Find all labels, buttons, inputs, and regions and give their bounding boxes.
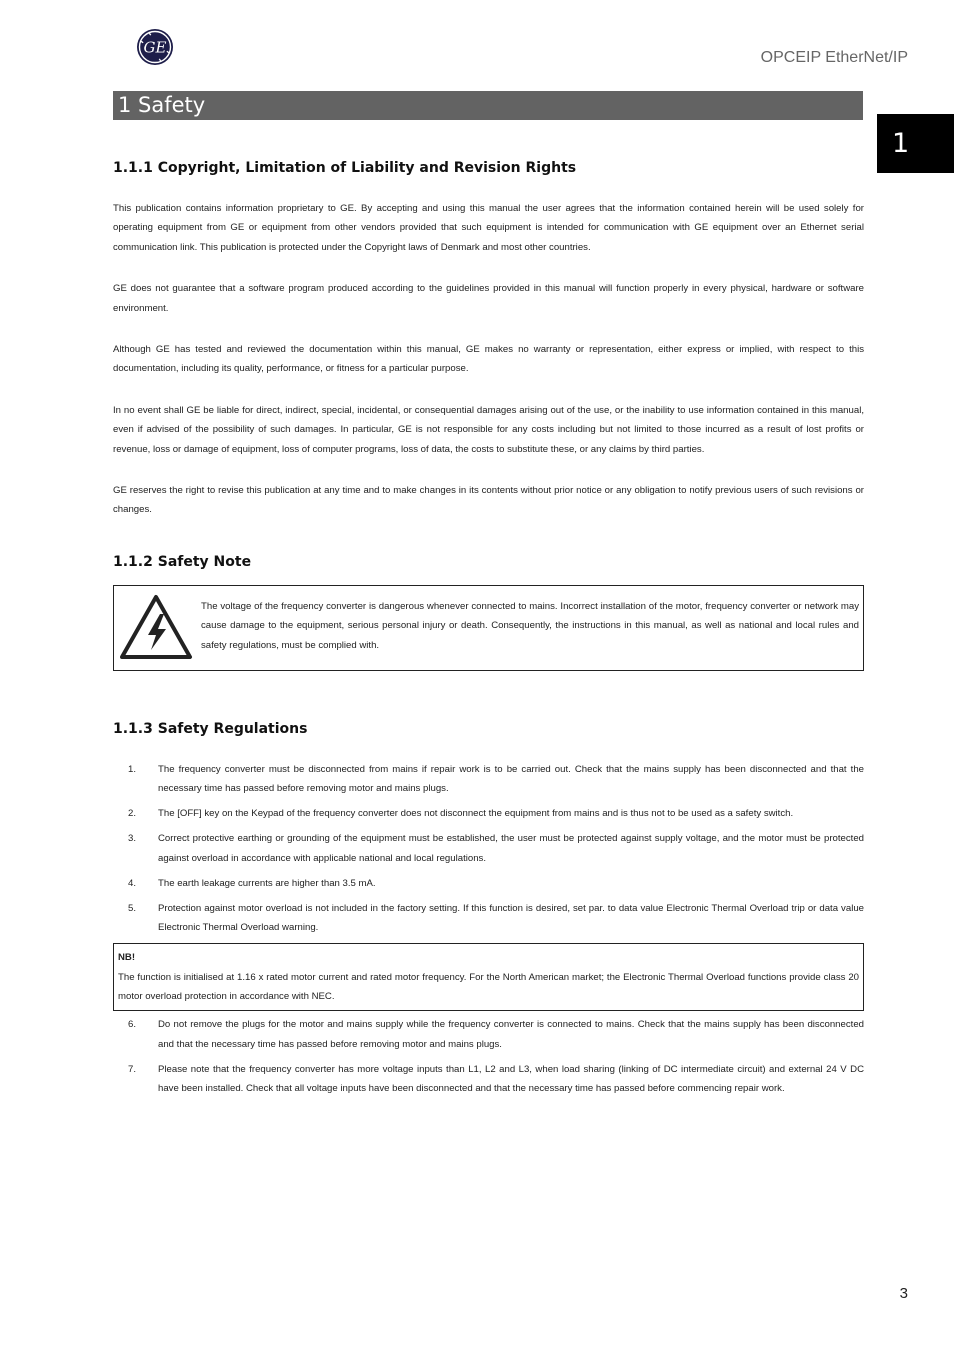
regulations-list-a xyxy=(113,760,864,938)
list-item-text: Protection against motor overload is not included in the factory setting. If this function is desired, set par. to data value Electronic Thermal Overload trip or data value Electronic Thermal Overload warning. xyxy=(158,902,864,934)
list-item-text: The earth leakage currents are higher than 3.5 mA. xyxy=(158,877,376,889)
section-heading-safety-regulations: 1.1.3 Safety Regulations xyxy=(113,720,308,737)
list-item-text: The [OFF] key on the Keypad of the frequency converter does not disconnect the equipment from mains and is thus not to be used as a safety switch. xyxy=(158,808,794,820)
copyright-paragraph-2: GE does not guarantee that a software program produced according to the guidelines provided in this manual will function properly in every physical, hardware or software environment. xyxy=(113,283,864,314)
nb-text: The function is initialised at 1.16 x rated motor current and rated motor frequency. For the North American market; the Electronic Thermal Overload functions provide class 20 motor overload protection in accordance with NEC. xyxy=(118,971,859,1002)
list-item xyxy=(113,899,864,938)
high-voltage-warning-icon xyxy=(119,594,193,660)
list-item-text: The frequency converter must be disconnected from mains if repair work is to be carried out. Check that the mains supply has been disconnected and that the necessary time has passed before removing motor and mains plugs. xyxy=(158,763,864,795)
copyright-paragraph-4: In no event shall GE be liable for direct, indirect, special, incidental, or consequential damages arising out of the use, or the inability to use information contained in this manual, even if advised of the possibility of such damages. In particular, GE is not responsible for any costs including but not limited to those incurred as a result of lost profits or revenue, loss or damage of equipment, loss of computer programs, loss of data, the costs to substitute these, or any claims by third parties. xyxy=(113,404,864,455)
copyright-paragraph-1: This publication contains information proprietary to GE. By accepting and using this manual the user agrees that the information contained herein will be used solely for operating equipment from GE or equipment from other vendors provided that such equipment is intended for communication with GE equipment over an Ethernet serial communication link. This publication is protected under the Copyright laws of Denmark and most other countries. xyxy=(113,203,864,253)
list-item-number: 5. xyxy=(128,902,137,914)
safety-note-text: The voltage of the frequency converter is dangerous whenever connected to mains. Incorrect installation of the motor, frequency converter or network may cause damage to the equipment, serious personal injury or death. Consequently, the instructions in this manual, as well as national and local rules and safety regulations, must be complied with. xyxy=(201,600,859,651)
list-item xyxy=(113,874,864,893)
safety-note-box xyxy=(113,585,864,671)
list-item xyxy=(113,760,864,799)
ge-logo-icon xyxy=(136,28,174,66)
list-item-number: 1. xyxy=(128,763,137,775)
list-item-text: Correct protective earthing or grounding of the equipment must be established, the user must be protected against supply voltage, and the motor must be protected against overload in accordance with applicable national and local regulations. xyxy=(158,833,864,864)
list-item-number: 6. xyxy=(128,1019,137,1031)
regulations-list-b xyxy=(113,1015,864,1098)
copyright-paragraph-3: Although GE has tested and reviewed the documentation within this manual, GE makes no warranty or representation, either express or implied, with respect to this documentation, including its quality, performance, or fitness for a particular purpose. xyxy=(113,344,864,375)
list-item-number: 4. xyxy=(128,877,137,889)
chapter-title: 1 Safety xyxy=(113,91,863,120)
list-item-number: 7. xyxy=(128,1063,137,1075)
svg-text:GE: GE xyxy=(143,38,167,57)
list-item xyxy=(113,1060,864,1099)
nb-label: NB! xyxy=(118,952,136,964)
section-heading-safety-note: 1.1.2 Safety Note xyxy=(113,553,252,570)
list-item-number: 2. xyxy=(128,808,137,820)
list-item xyxy=(113,1015,864,1054)
list-item-text: Please note that the frequency converter has more voltage inputs than L1, L2 and L3, when load sharing (linking of DC intermediate circuit) and external 24 V DC have been installed. Check that all voltage inputs have been disconnected and that the necessary time has passed before commencing repair work. xyxy=(158,1063,864,1095)
list-item-number: 3. xyxy=(128,833,137,845)
list-item xyxy=(113,829,864,868)
section-heading-copyright: 1.1.1 Copyright, Limitation of Liability and Revision Rights xyxy=(113,160,577,176)
chapter-tab: 1 xyxy=(877,114,954,173)
page-content xyxy=(113,155,864,1104)
page-number: 3 xyxy=(899,1285,908,1302)
list-item-text: Do not remove the plugs for the motor and mains supply while the frequency converter is connected to mains. Check that the mains supply has been disconnected and that the necessary time has passed before removing motor and mains plugs. xyxy=(158,1019,864,1050)
document-title: OPCEIP EtherNet/IP xyxy=(760,49,908,66)
copyright-paragraph-5: GE reserves the right to revise this publication at any time and to make changes in its contents without prior notice or any obligation to notify previous users of such revisions or changes. xyxy=(113,485,864,516)
list-item xyxy=(113,804,864,823)
nb-note-box xyxy=(113,943,864,1011)
